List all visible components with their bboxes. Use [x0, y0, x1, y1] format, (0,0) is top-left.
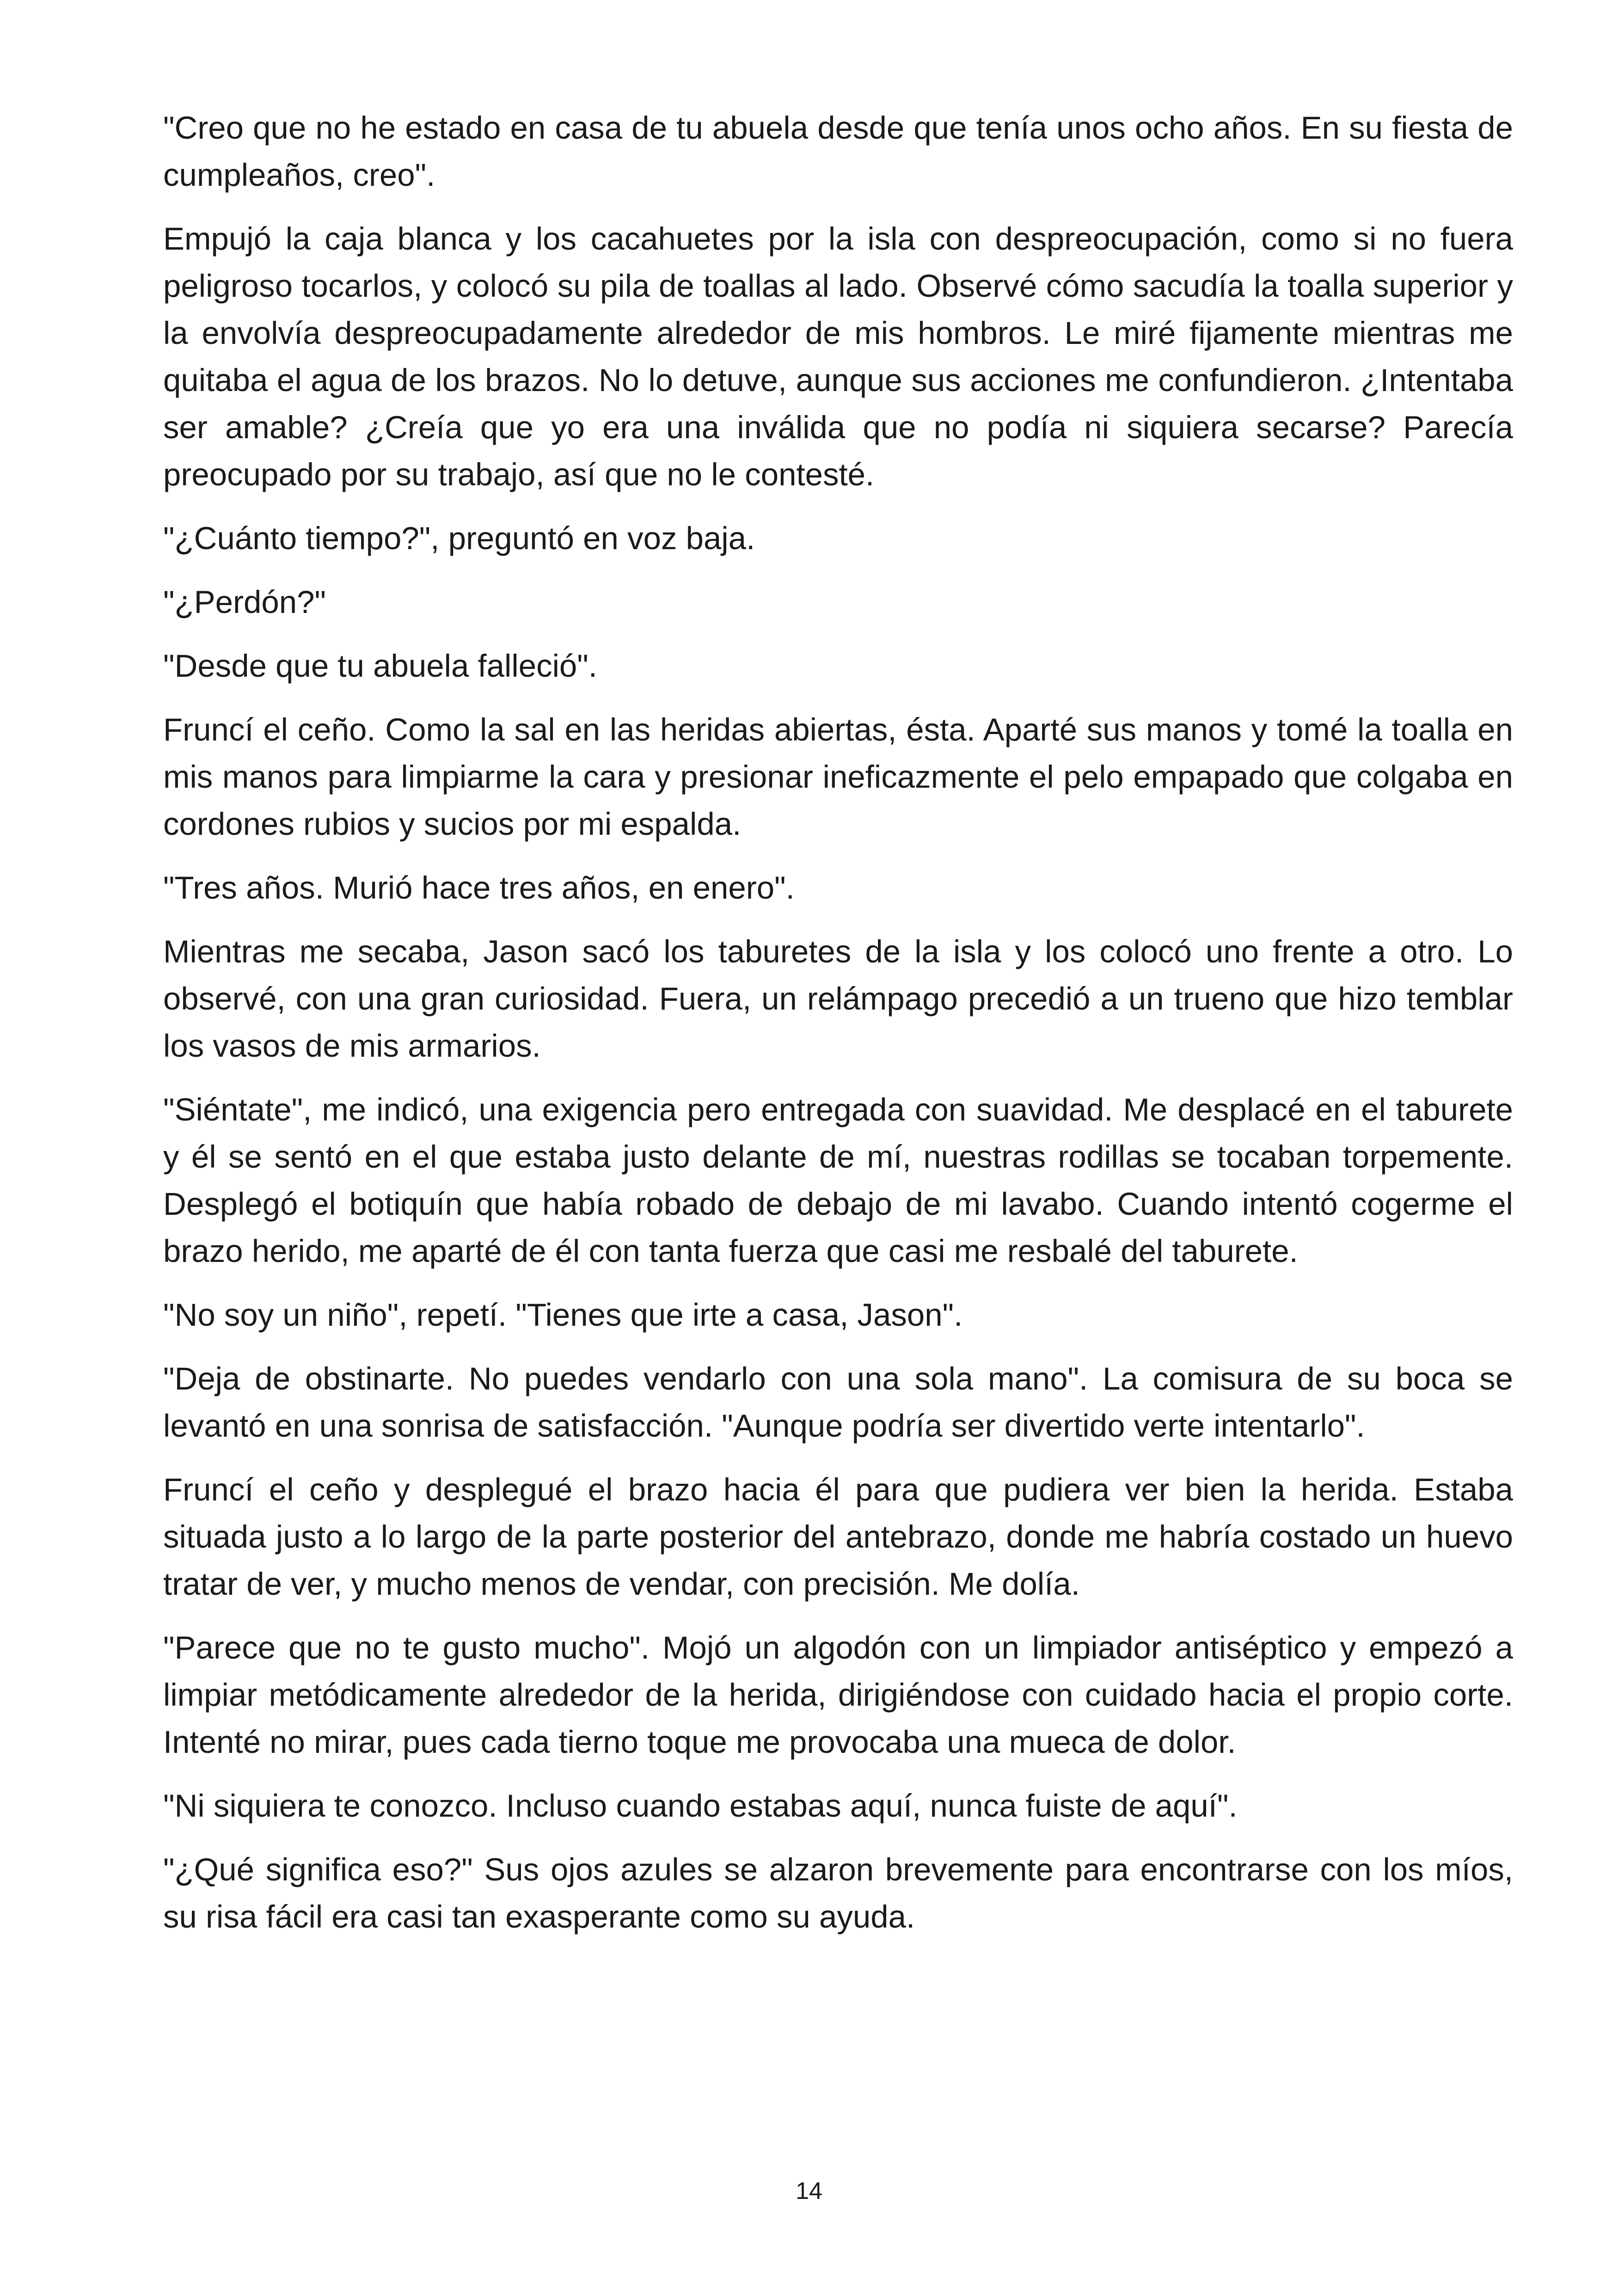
- paragraph: "No soy un niño", repetí. "Tienes que irte a casa, Jason".: [163, 1297, 963, 1333]
- paragraph: "Parece que no te gusto mucho". Mojó un algodón con un limpiador antiséptico y empezó a limpiar metódicamente alrededor de la herida, dirigiéndose con cuidado hacia el propio corte. Intenté no mirar, pues cada tierno toque me provocaba una mueca de dolor.: [163, 1630, 1513, 1760]
- paragraph: "¿Cuánto tiempo?", preguntó en voz baja.: [163, 520, 755, 556]
- paragraph: Mientras me secaba, Jason sacó los taburetes de la isla y los colocó uno frente a otro. Lo observé, con una gran curiosidad. Fuera, un relámpago precedió a un trueno que hizo temblar los vasos de mis armarios.: [163, 934, 1513, 1064]
- paragraph: "Deja de obstinarte. No puedes vendarlo con una sola mano". La comisura de su boca se levantó en una sonrisa de satisfacción. "Aunque podría ser divertido verte intentarlo".: [163, 1361, 1513, 1444]
- paragraph: Empujó la caja blanca y los cacahuetes por la isla con despreocupación, como si no fuera peligroso tocarlos, y colocó su pila de toallas al lado. Observé cómo sacudía la toalla superior y la envolvía despreocupadamente alrededor de mis hombros. Le miré fijamente mientras me quitaba el agua de los brazos. No lo detuve, aunque sus acciones me confundieron. ¿Intentaba ser amable? ¿Creía que yo era una inválida que no podía ni siquiera secarse? Parecía preocupado por su trabajo, así que no le contesté.: [163, 221, 1513, 492]
- body-text: [163, 104, 1513, 1957]
- paragraph: "¿Perdón?": [163, 584, 326, 620]
- paragraph: Fruncí el ceño y desplegué el brazo hacia él para que pudiera ver bien la herida. Estaba situada justo a lo largo de la parte posterior del antebrazo, donde me habría costado un huevo tratar de ver, y mucho menos de vendar, con precisión. Me dolía.: [163, 1472, 1513, 1602]
- paragraph: "Ni siquiera te conozco. Incluso cuando estabas aquí, nunca fuiste de aquí".: [163, 1788, 1238, 1824]
- paragraph: "Tres años. Murió hace tres años, en enero".: [163, 870, 795, 906]
- paragraph: "Creo que no he estado en casa de tu abuela desde que tenía unos ocho años. En su fiesta de cumpleaños, creo".: [163, 110, 1513, 193]
- page-number: 14: [796, 2178, 822, 2204]
- paragraph: "Siéntate", me indicó, una exigencia pero entregada con suavidad. Me desplacé en el taburete y él se sentó en el que estaba justo delante de mí, nuestras rodillas se tocaban torpemente. Desplegó el botiquín que había robado de debajo de mi lavabo. Cuando intentó cogerme el brazo herido, me aparté de él con tanta fuerza que casi me resbalé del taburete.: [163, 1092, 1513, 1269]
- paragraph: "Desde que tu abuela falleció".: [163, 648, 597, 684]
- paragraph: Fruncí el ceño. Como la sal en las heridas abiertas, ésta. Aparté sus manos y tomé la toalla en mis manos para limpiarme la cara y presionar ineficazmente el pelo empapado que colgaba en cordones rubios y sucios por mi espalda.: [163, 712, 1513, 842]
- paragraph: "¿Qué significa eso?" Sus ojos azules se alzaron brevemente para encontrarse con los míos, su risa fácil era casi tan exasperante como su ayuda.: [163, 1852, 1513, 1935]
